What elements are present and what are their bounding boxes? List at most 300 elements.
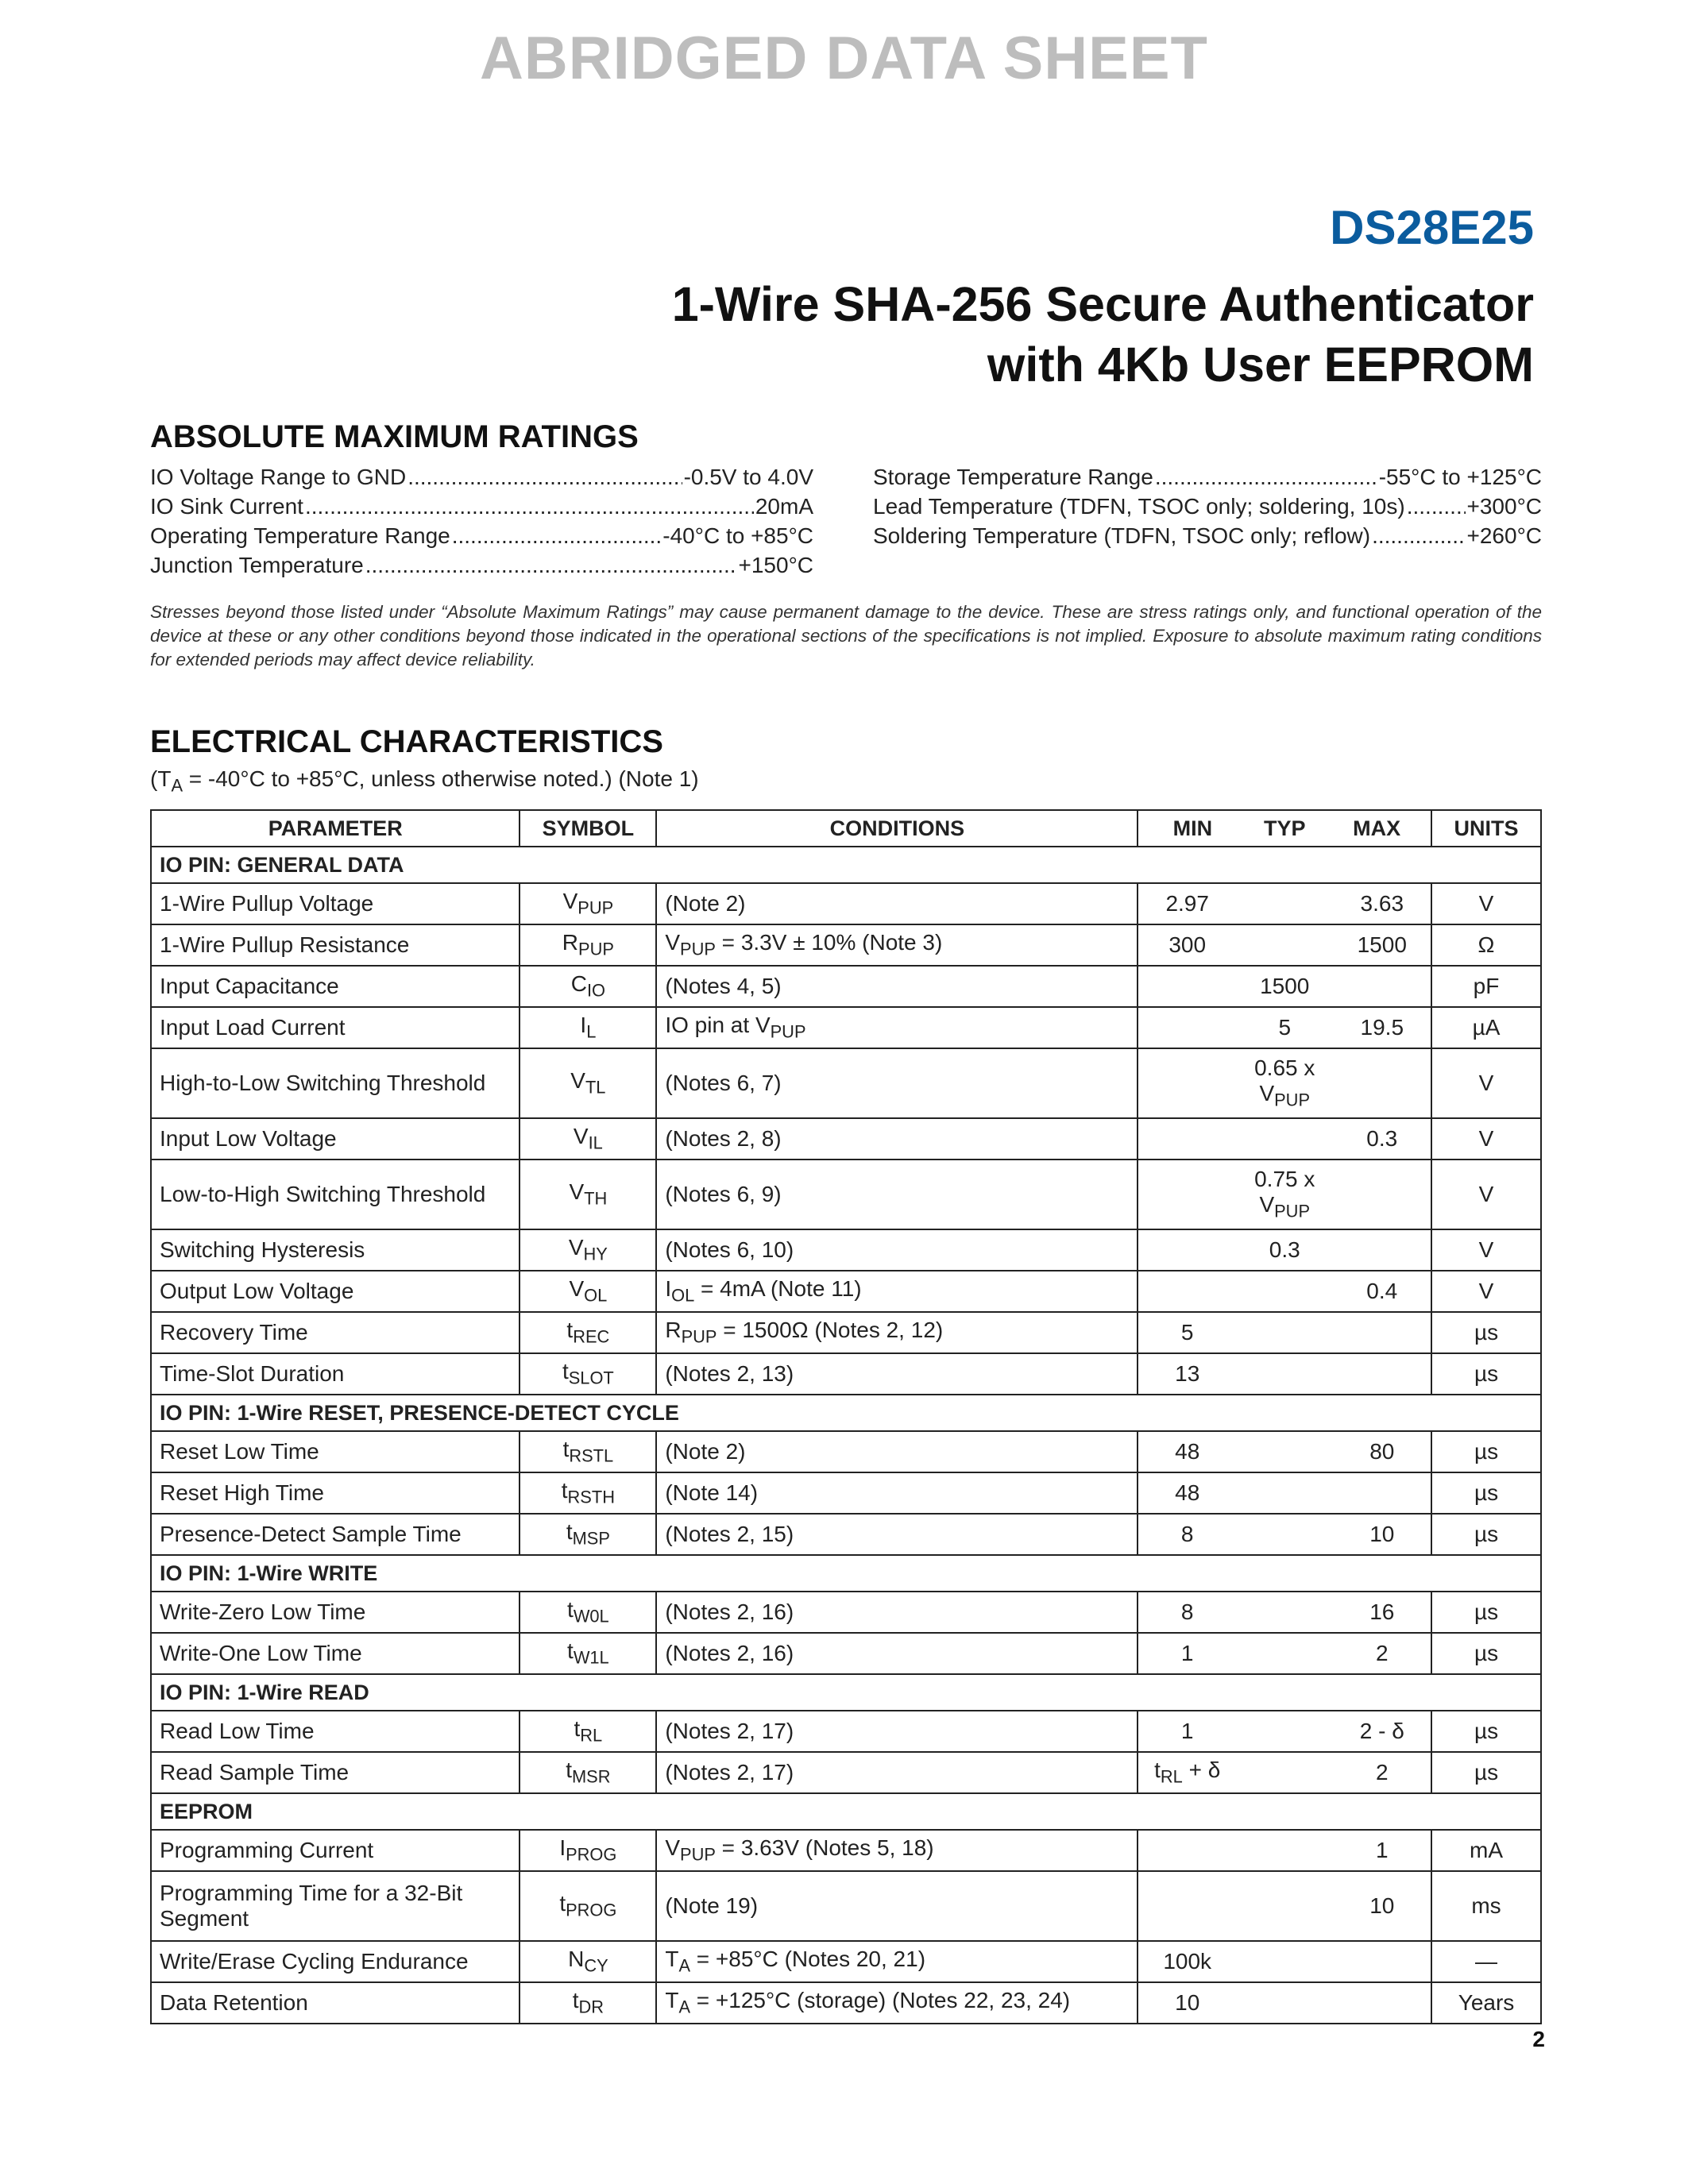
units-cell: V — [1431, 1118, 1541, 1160]
units-cell: V — [1431, 1160, 1541, 1229]
values-wrap — [1138, 932, 1431, 958]
max-value: 10 — [1369, 1522, 1395, 1546]
min-text: 1 — [1180, 1719, 1194, 1743]
values-wrap — [1138, 1320, 1431, 1345]
section-title: IO PIN: 1-Wire WRITE — [151, 1555, 1541, 1592]
values-cell — [1138, 1711, 1431, 1752]
min-text: 48 — [1175, 1439, 1200, 1464]
conditions-cell — [656, 1048, 1138, 1118]
min-value — [1138, 1641, 1236, 1666]
section-title: IO PIN: 1-Wire RESET, PRESENCE-DETECT CYCLE — [151, 1395, 1541, 1431]
values-cell — [1138, 1160, 1431, 1229]
table-row — [151, 1472, 1541, 1514]
values-cell — [1138, 1353, 1431, 1395]
leader-dots — [408, 462, 682, 492]
units-cell: pF — [1431, 966, 1541, 1007]
amr-rating-value: -0.5V to 4.0V — [683, 465, 813, 489]
max-value: 2 — [1375, 1641, 1389, 1665]
symbol-letter: t — [566, 1519, 573, 1545]
values-wrap — [1138, 1055, 1431, 1111]
table-row — [151, 1871, 1541, 1941]
symbol-letter: t — [567, 1638, 574, 1664]
values-cell — [1138, 1941, 1431, 1982]
table-header-row — [151, 810, 1541, 847]
typ-text: 0.3 — [1269, 1237, 1300, 1262]
table-row — [151, 883, 1541, 924]
min-value — [1138, 1719, 1236, 1744]
leader-dots — [1407, 492, 1466, 521]
symbol-subscript: MSP — [572, 1528, 610, 1549]
symbol-letter: t — [566, 1318, 574, 1343]
symbol-letter: t — [574, 1716, 581, 1742]
symbol-cell — [520, 1312, 656, 1353]
min-value — [1138, 1990, 1236, 2016]
values-wrap — [1138, 1758, 1431, 1788]
min-value — [1138, 1949, 1236, 1974]
values-cell — [1138, 1312, 1431, 1353]
typ-value — [1236, 1237, 1334, 1263]
parameter-cell: Programming Current — [151, 1830, 520, 1871]
values-cell — [1138, 966, 1431, 1007]
table-row — [151, 1048, 1541, 1118]
parameter-cell: Output Low Voltage — [151, 1271, 520, 1312]
parameter-cell: Write-One Low Time — [151, 1633, 520, 1674]
symbol-letter: R — [562, 930, 579, 955]
conditions-subscript: OL — [671, 1285, 695, 1306]
units-cell: ms — [1431, 1871, 1541, 1941]
section-row — [151, 847, 1541, 883]
values-cell — [1138, 1118, 1431, 1160]
conditions-text: (Notes 4, 5) — [665, 974, 782, 998]
conditions-cell — [656, 1982, 1138, 2024]
units-cell: µs — [1431, 1514, 1541, 1555]
amr-rating-row — [150, 462, 813, 492]
typ-second-line — [1236, 1081, 1334, 1111]
max-value: 10 — [1369, 1893, 1395, 1918]
symbol-letter: I — [580, 1013, 587, 1038]
values-cell — [1138, 1048, 1431, 1118]
values-cell — [1138, 1830, 1431, 1871]
symbol-letter: N — [568, 1947, 585, 1972]
min-value — [1138, 1522, 1236, 1547]
typ-text: 1500 — [1260, 974, 1310, 998]
parameter-cell: Low-to-High Switching Threshold — [151, 1160, 520, 1229]
conditions-text: R — [665, 1318, 682, 1343]
symbol-letter: t — [566, 1758, 572, 1783]
typ-text: 5 — [1278, 1015, 1292, 1040]
symbol-cell — [520, 1633, 656, 1674]
symbol-subscript: RSTL — [569, 1445, 614, 1466]
typ-value — [1236, 1055, 1334, 1111]
amr-rating-value: -40°C to +85°C — [662, 523, 813, 548]
conditions-cell — [656, 1229, 1138, 1271]
conditions-text: T — [665, 1947, 679, 1972]
header-symbol: SYMBOL — [520, 810, 656, 847]
max-value: 0.4 — [1366, 1279, 1398, 1303]
parameter-cell: Recovery Time — [151, 1312, 520, 1353]
leader-dots — [452, 521, 662, 550]
section-row — [151, 1674, 1541, 1711]
symbol-letter: V — [570, 1068, 585, 1094]
amr-rating-label: Soldering Temperature (TDFN, TSOC only; reflow) — [873, 523, 1371, 548]
values-wrap — [1138, 1480, 1431, 1506]
units-cell: µs — [1431, 1711, 1541, 1752]
max-value: 1 — [1375, 1838, 1389, 1862]
values-wrap — [1138, 1361, 1431, 1387]
typ2-subscript: PUP — [1274, 1090, 1311, 1110]
conditions-rest: = 1500Ω (Notes 2, 12) — [717, 1318, 944, 1343]
conditions-cell — [656, 1160, 1138, 1229]
symbol-subscript: TL — [585, 1077, 606, 1098]
abridged-banner: ABRIDGED DATA SHEET — [480, 25, 1208, 92]
parameter-cell: Write-Zero Low Time — [151, 1592, 520, 1633]
symbol-cell — [520, 1871, 656, 1941]
min-text: 5 — [1180, 1320, 1194, 1345]
conditions-cell — [656, 1752, 1138, 1793]
typ-second-line — [1236, 1192, 1334, 1222]
min-value — [1138, 1758, 1236, 1788]
values-cell — [1138, 883, 1431, 924]
values-cell — [1138, 1472, 1431, 1514]
amr-rating-value: -55°C to +125°C — [1378, 465, 1542, 489]
symbol-subscript: W0L — [573, 1606, 609, 1626]
symbol-letter: V — [573, 1124, 589, 1149]
conditions-text: (Notes 2, 17) — [665, 1719, 794, 1743]
conditions-cell — [656, 1941, 1138, 1982]
title-line-1: 1-Wire SHA-256 Secure Authenticator — [671, 277, 1534, 331]
symbol-cell — [520, 1982, 656, 2024]
header-typ: TYP — [1263, 816, 1306, 840]
units-cell: Years — [1431, 1982, 1541, 2024]
conditions-rest: = 3.3V ± 10% (Note 3) — [715, 930, 943, 955]
parameter-cell: Reset High Time — [151, 1472, 520, 1514]
min-value — [1138, 1439, 1236, 1464]
symbol-letter: t — [562, 1359, 569, 1384]
table-row — [151, 1592, 1541, 1633]
units-cell: µA — [1431, 1007, 1541, 1048]
table-row — [151, 1633, 1541, 1674]
table-row — [151, 924, 1541, 966]
conditions-text: (Note 19) — [665, 1893, 759, 1918]
min-value — [1138, 1361, 1236, 1387]
units-cell: Ω — [1431, 924, 1541, 966]
symbol-subscript: L — [586, 1021, 597, 1042]
min-text: 10 — [1175, 1990, 1200, 2015]
min-text: 48 — [1175, 1480, 1200, 1505]
header-max: MAX — [1353, 816, 1401, 840]
conditions-cell — [656, 1830, 1138, 1871]
values-cell — [1138, 1592, 1431, 1633]
conditions-text: (Notes 2, 8) — [665, 1126, 782, 1151]
values-wrap — [1138, 1015, 1431, 1040]
parameter-cell: Time-Slot Duration — [151, 1353, 520, 1395]
amr-rating-label: Operating Temperature Range — [150, 523, 450, 548]
units-cell: µs — [1431, 1353, 1541, 1395]
conditions-cell — [656, 1711, 1138, 1752]
parameter-cell: Input Load Current — [151, 1007, 520, 1048]
units-cell: µs — [1431, 1752, 1541, 1793]
min-rest: + δ — [1182, 1758, 1221, 1783]
values-wrap — [1138, 1237, 1431, 1263]
amr-rating-label: IO Voltage Range to GND — [150, 465, 407, 489]
table-row — [151, 1229, 1541, 1271]
amr-rating-row — [150, 492, 813, 521]
amr-rating-label: Storage Temperature Range — [873, 465, 1153, 489]
min-text: 300 — [1168, 932, 1207, 957]
product-title — [672, 274, 1534, 395]
units-cell: V — [1431, 1271, 1541, 1312]
parameter-cell: Switching Hysteresis — [151, 1229, 520, 1271]
symbol-cell — [520, 966, 656, 1007]
conditions-text: (Notes 6, 7) — [665, 1071, 782, 1095]
values-wrap — [1138, 1838, 1431, 1863]
conditions-text: (Notes 2, 15) — [665, 1522, 794, 1546]
section-title: EEPROM — [151, 1793, 1541, 1830]
conditions-text: (Note 14) — [665, 1480, 759, 1505]
amr-rating-row — [150, 550, 813, 580]
typ2-text: V — [1259, 1081, 1275, 1106]
symbol-subscript: W1L — [573, 1647, 609, 1668]
leader-dots — [365, 550, 737, 580]
min-text: 1 — [1180, 1641, 1194, 1665]
units-cell: V — [1431, 1229, 1541, 1271]
conditions-cell — [656, 1271, 1138, 1312]
typ-text: 0.75 x — [1254, 1167, 1315, 1192]
values-cell — [1138, 1229, 1431, 1271]
symbol-cell — [520, 1514, 656, 1555]
section-row — [151, 1555, 1541, 1592]
symbol-subscript: RL — [580, 1725, 603, 1746]
max-value: 3.63 — [1360, 891, 1404, 916]
conditions-cell — [656, 1353, 1138, 1395]
parameter-cell: Programming Time for a 32-Bit Segment — [151, 1871, 520, 1941]
symbol-subscript: PROG — [566, 1900, 617, 1920]
table-row — [151, 966, 1541, 1007]
conditions-cell — [656, 1472, 1138, 1514]
values-wrap — [1138, 1522, 1431, 1547]
units-cell: µs — [1431, 1312, 1541, 1353]
table-row — [151, 1353, 1541, 1395]
conditions-subscript: PUP — [680, 939, 716, 959]
symbol-cell — [520, 1472, 656, 1514]
typ-value — [1236, 1167, 1334, 1222]
max-value: 0.3 — [1366, 1126, 1398, 1151]
amr-rating-row — [873, 492, 1542, 521]
header-min-typ-max — [1138, 810, 1431, 847]
min-value — [1138, 1320, 1236, 1345]
conditions-text: IO pin at V — [665, 1013, 771, 1038]
symbol-letter: V — [569, 1276, 585, 1302]
conditions-cell — [656, 1007, 1138, 1048]
conditions-cell — [656, 1514, 1138, 1555]
units-cell: µs — [1431, 1633, 1541, 1674]
table-row — [151, 1431, 1541, 1472]
units-cell: µs — [1431, 1472, 1541, 1514]
conditions-text: (Notes 2, 16) — [665, 1641, 794, 1665]
symbol-letter: I — [559, 1835, 566, 1861]
conditions-cell — [656, 883, 1138, 924]
ec-cond-suffix: = -40°C to +85°C, unless otherwise noted.) (Note 1) — [183, 766, 699, 791]
min-subscript: RL — [1160, 1766, 1183, 1787]
max-value: 16 — [1369, 1599, 1395, 1624]
conditions-cell — [656, 924, 1138, 966]
amr-left-column — [150, 462, 813, 580]
table-row — [151, 1711, 1541, 1752]
max-value: 19.5 — [1360, 1015, 1404, 1040]
conditions-cell — [656, 1118, 1138, 1160]
max-value: 2 - δ — [1359, 1719, 1404, 1743]
conditions-text: (Notes 2, 16) — [665, 1599, 794, 1624]
values-wrap — [1138, 1279, 1431, 1304]
max-value: 1500 — [1357, 932, 1407, 957]
conditions-text: (Note 2) — [665, 1439, 746, 1464]
amr-rating-value: +150°C — [738, 553, 813, 577]
conditions-text: (Notes 2, 17) — [665, 1760, 794, 1785]
values-wrap — [1138, 1949, 1431, 1974]
conditions-text: (Notes 6, 10) — [665, 1237, 794, 1262]
values-wrap — [1138, 1990, 1431, 2016]
values-cell — [1138, 1871, 1431, 1941]
symbol-cell — [520, 1592, 656, 1633]
symbol-cell — [520, 1118, 656, 1160]
table-row — [151, 1752, 1541, 1793]
min-text: 8 — [1180, 1522, 1194, 1546]
symbol-subscript: PUP — [578, 939, 614, 959]
typ2-text: V — [1259, 1192, 1275, 1217]
ec-heading: ELECTRICAL CHARACTERISTICS — [150, 724, 663, 759]
header-parameter: PARAMETER — [151, 810, 520, 847]
values-wrap — [1138, 1641, 1431, 1666]
symbol-subscript: IO — [586, 980, 605, 1001]
amr-right-column — [873, 462, 1542, 550]
amr-rating-label: IO Sink Current — [150, 494, 303, 519]
symbol-letter: C — [570, 971, 587, 997]
min-value — [1138, 891, 1236, 916]
section-title: IO PIN: 1-Wire READ — [151, 1674, 1541, 1711]
conditions-text: I — [665, 1276, 672, 1302]
symbol-cell — [520, 1160, 656, 1229]
parameter-cell: Read Sample Time — [151, 1752, 520, 1793]
units-cell: — — [1431, 1941, 1541, 1982]
values-wrap — [1138, 1126, 1431, 1152]
title-line-2: with 4Kb User EEPROM — [987, 338, 1534, 392]
units-cell: mA — [1431, 1830, 1541, 1871]
amr-rating-value: 20mA — [755, 494, 813, 519]
values-cell — [1138, 924, 1431, 966]
symbol-cell — [520, 1941, 656, 1982]
conditions-rest: = 3.63V (Notes 5, 18) — [715, 1835, 934, 1861]
units-cell: µs — [1431, 1431, 1541, 1472]
conditions-text: (Notes 6, 9) — [665, 1182, 782, 1206]
leader-dots — [1155, 462, 1377, 492]
units-cell: V — [1431, 883, 1541, 924]
parameter-cell: 1-Wire Pullup Resistance — [151, 924, 520, 966]
values-cell — [1138, 1431, 1431, 1472]
typ-value — [1236, 974, 1334, 999]
symbol-cell — [520, 924, 656, 966]
amr-rating-value: +300°C — [1466, 494, 1542, 519]
symbol-cell — [520, 883, 656, 924]
conditions-cell — [656, 1592, 1138, 1633]
amr-rating-row — [150, 521, 813, 550]
conditions-cell — [656, 1871, 1138, 1941]
table-row — [151, 1160, 1541, 1229]
parameter-cell: Presence-Detect Sample Time — [151, 1514, 520, 1555]
values-wrap — [1138, 974, 1431, 999]
table-row — [151, 1007, 1541, 1048]
values-cell — [1138, 1514, 1431, 1555]
table-row — [151, 1830, 1541, 1871]
values-wrap — [1138, 891, 1431, 916]
symbol-subscript: PROG — [566, 1844, 617, 1865]
parameter-cell: Data Retention — [151, 1982, 520, 2024]
conditions-text: (Notes 2, 13) — [665, 1361, 794, 1386]
conditions-text: (Note 2) — [665, 891, 746, 916]
symbol-subscript: REC — [573, 1326, 610, 1347]
ec-cond-prefix: (T — [150, 766, 172, 791]
conditions-subscript: PUP — [681, 1326, 717, 1347]
table-row — [151, 1514, 1541, 1555]
symbol-subscript: DR — [578, 1997, 605, 2017]
amr-rating-row — [873, 521, 1542, 550]
units-cell: V — [1431, 1048, 1541, 1118]
stress-note: Stresses beyond those listed under “Absolute Maximum Ratings” may cause permanent damage to the device. These are stress ratings only, and functional operation of the device at these or any other conditions beyond those indicated in the operational sections of the specifications is not implied. Exposure to absolute maximum rating conditions for extended periods may affect device reliability. — [150, 602, 1542, 669]
table-row — [151, 1941, 1541, 1982]
values-wrap — [1138, 1599, 1431, 1625]
section-row — [151, 1395, 1541, 1431]
min-text: t — [1154, 1758, 1161, 1783]
electrical-characteristics-table — [150, 809, 1542, 2024]
symbol-letter: t — [562, 1437, 570, 1462]
conditions-text: V — [665, 1835, 681, 1861]
symbol-cell — [520, 1431, 656, 1472]
symbol-cell — [520, 1048, 656, 1118]
conditions-text: T — [665, 1988, 679, 2013]
min-text: 8 — [1180, 1599, 1194, 1624]
symbol-subscript: MSR — [572, 1766, 611, 1787]
conditions-rest: = 4mA (Note 11) — [694, 1276, 862, 1302]
parameter-cell: Reset Low Time — [151, 1431, 520, 1472]
typ-value — [1236, 1015, 1334, 1040]
leader-dots — [1372, 521, 1465, 550]
page-number: 2 — [1532, 2027, 1545, 2051]
symbol-cell — [520, 1353, 656, 1395]
header-units: UNITS — [1431, 810, 1541, 847]
section-title: IO PIN: GENERAL DATA — [151, 847, 1541, 883]
conditions-rest: = +85°C (Notes 20, 21) — [690, 1947, 926, 1972]
table-row — [151, 1271, 1541, 1312]
parameter-cell: Write/Erase Cycling Endurance — [151, 1941, 520, 1982]
parameter-cell: 1-Wire Pullup Voltage — [151, 883, 520, 924]
conditions-text: V — [665, 930, 681, 955]
values-cell — [1138, 1752, 1431, 1793]
typ2-subscript: PUP — [1274, 1201, 1311, 1221]
symbol-subscript: SLOT — [568, 1368, 614, 1388]
conditions-subscript: A — [678, 1997, 690, 2017]
values-cell — [1138, 1633, 1431, 1674]
amr-rating-label: Lead Temperature (TDFN, TSOC only; soldering, 10s) — [873, 494, 1405, 519]
max-value: 80 — [1369, 1439, 1395, 1464]
symbol-letter: t — [572, 1988, 579, 2013]
typ-text: 0.65 x — [1254, 1055, 1315, 1081]
values-cell — [1138, 1271, 1431, 1312]
conditions-rest: = +125°C (storage) (Notes 22, 23, 24) — [690, 1988, 1071, 2013]
values-wrap — [1138, 1439, 1431, 1464]
ec-conditions — [150, 766, 699, 797]
symbol-cell — [520, 1711, 656, 1752]
symbol-subscript: IL — [588, 1133, 603, 1153]
table-row — [151, 1118, 1541, 1160]
